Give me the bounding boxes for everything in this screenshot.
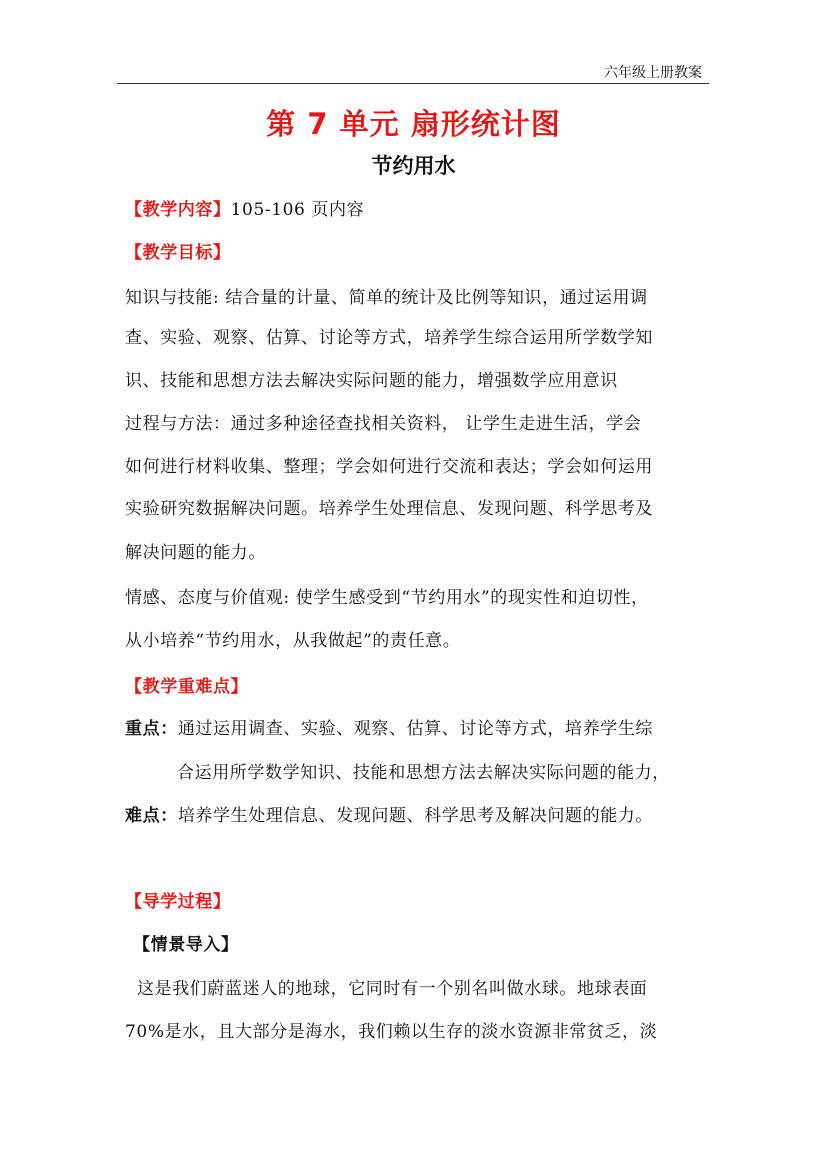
difficult-point-line xyxy=(125,804,715,828)
objectives-line: 查、实验、观察、估算、讨论等方式，培养学生综合运用所学数学知 xyxy=(125,328,653,348)
process-heading: 【导学过程】 xyxy=(125,892,231,912)
key-point-label: 重点： xyxy=(125,719,178,739)
teaching-content-text: 105-106 页内容 xyxy=(230,200,365,220)
scenario-heading: 【情景导入】 xyxy=(133,935,239,955)
difficult-point-label: 难点： xyxy=(125,806,178,826)
page-subtitle: 节约用水 xyxy=(371,154,456,178)
objectives-heading: 【教学目标】 xyxy=(125,243,231,263)
header-rule xyxy=(117,83,709,84)
teaching-content-label: 【教学内容】 xyxy=(125,200,231,220)
objectives-line: 解决问题的能力。 xyxy=(125,543,266,563)
objectives-line: 情感、态度与价值观: 使学生感受到“节约用水”的现实性和迫切性， xyxy=(125,588,649,608)
header-text: 六年级上册教案 xyxy=(604,65,702,81)
page-title: 第 7 单元 扇形统计图 xyxy=(266,107,561,141)
key-points-heading: 【教学重难点】 xyxy=(125,677,249,697)
objectives-line: 如何进行材料收集、整理；学会如何进行交流和表达；学会如何运用 xyxy=(125,457,653,477)
difficult-point-text: 培养学生处理信息、发现问题、科学思考及解决问题的能力。 xyxy=(177,806,654,826)
process-line: 这是我们蔚蓝迷人的地球，它同时有一个别名叫做水球。地球表面 xyxy=(125,979,648,999)
key-point-continuation: 合运用所学数学知识、技能和思想方法去解决实际问题的能力， xyxy=(177,763,670,783)
objectives-line: 识、技能和思想方法去解决实际问题的能力，增强数学应用意识 xyxy=(125,371,618,391)
objectives-line: 实验研究数据解决问题。培养学生处理信息、发现问题、科学思考及 xyxy=(125,499,653,519)
key-point-text: 通过运用调查、实验、观察、估算、讨论等方式，培养学生综 xyxy=(177,719,654,739)
objectives-line: 从小培养“节约用水，从我做起”的责任意。 xyxy=(125,631,461,651)
process-line: 70%是水，且大部分是海水，我们赖以生存的淡水资源非常贫乏，淡 xyxy=(125,1022,658,1042)
key-point-line xyxy=(125,717,715,741)
objectives-line: 过程与方法：通过多种途径查找相关资料， 让学生走进生活，学会 xyxy=(125,414,642,434)
objectives-line: 知识与技能: 结合量的计量、简单的统计及比例等知识，通过运用调 xyxy=(125,288,648,308)
teaching-content-line xyxy=(125,198,715,222)
